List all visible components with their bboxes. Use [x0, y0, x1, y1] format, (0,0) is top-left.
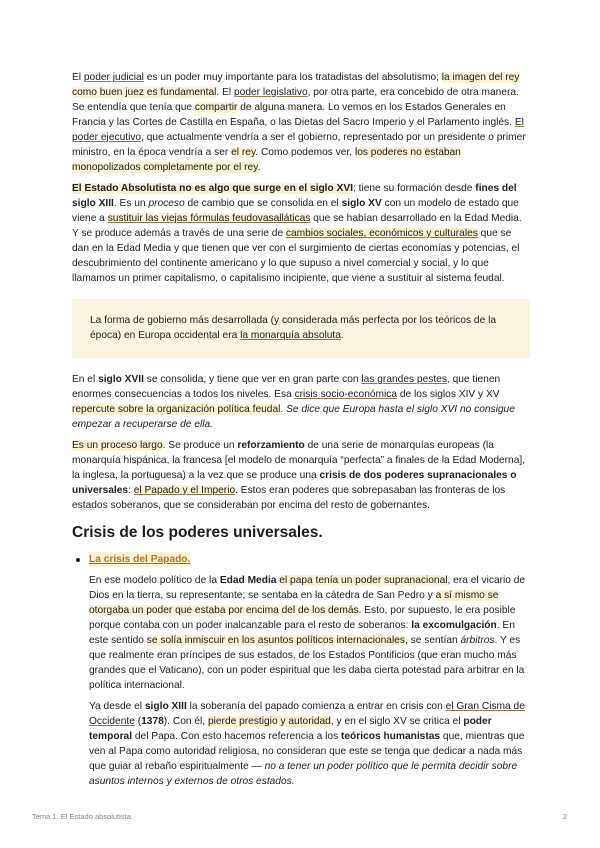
- highlight: pierde prestigio y autoridad: [207, 716, 331, 727]
- bold-text: teóricos humanistas: [341, 731, 441, 742]
- text: , y en el siglo XV se critica el: [330, 716, 464, 727]
- term-grandes-pestes: las grandes pestes: [361, 374, 447, 385]
- text: En el: [72, 374, 99, 385]
- page-number: 2: [563, 812, 568, 821]
- text: , que actualmente vendría a ser el gobierno, representado por un presidente o primer ministro, en la época vendría a ser: [72, 132, 526, 158]
- highlight: el papa tenía un poder supranacional: [279, 575, 448, 586]
- text: que, mientras que ven al Papa como autoridad religiosa, no consideran que este se tenga que dedicar a nada más que guiar al rebaño espiritualmente —: [89, 731, 525, 772]
- term-crisis-socio-economica: crisis socio-económica: [294, 389, 398, 400]
- highlight: se solía inmiscuir en los asuntos políticos internacionales: [146, 635, 405, 646]
- text: . El: [216, 87, 234, 98]
- bold-text: siglo XVII: [98, 374, 144, 385]
- text: . Y es que realmente eran príncipes de sus estados, de los Estados Pontificios (que eran mucho más grandes que el Vaticano), con un poder espiritual que les daba cierta potestad para arbitrar en la política internacional.: [89, 635, 525, 691]
- text: .: [340, 330, 344, 341]
- text: .: [280, 404, 287, 415]
- text: ; tiene su formación desde: [352, 183, 476, 194]
- text: de una serie de monarquías europeas (la monarquía hispánica, la francesa [el modelo de monarquía “perfecta” a finales de la Edad Moderna], la inglesa, la portuguesa) a la vez que se produce una: [72, 440, 526, 481]
- text: La forma de gobierno más desarrollada (y considerada más perfecta por los teóricos de la época) en Europa occidental era: [90, 315, 497, 341]
- text: Ya desde el: [89, 701, 145, 712]
- term-poder-ejecutivo: El poder ejecutivo: [72, 117, 524, 143]
- callout-box: [72, 299, 530, 358]
- highlight: los poderes no estaban monopolizados completamente por el rey: [72, 147, 461, 173]
- text: de los siglos XIV y XV: [397, 389, 500, 400]
- highlight-bold: El Estado Absolutista no es algo que surge en el siglo XVI: [72, 183, 353, 194]
- text: , por otra parte, era concebido de otra manera. Se entendía que tenía que: [72, 87, 519, 113]
- paragraph-cisma: [89, 699, 530, 789]
- document-body: [72, 70, 530, 795]
- section-heading: Crisis de los poderes universales.: [72, 524, 323, 541]
- text: con un modelo de estado que viene a: [72, 198, 519, 224]
- highlight: repercute sobre la organización política feudal: [72, 404, 281, 415]
- highlight-underline: cambios sociales, económicos y culturales: [285, 228, 478, 239]
- footer-title: Tema 1. El Estado absolutista.: [32, 812, 133, 821]
- text: :: [128, 485, 134, 496]
- text: .: [257, 162, 261, 173]
- text: que se dan en la Edad Media y que tienen que ver con el surgimiento de ciertas economías y potencias, el descubrimiento del continente americano y lo que supuso a nivel comercial y social, y lo que llamamos un primer capitalismo, o capitalismo incipiente, que viene a sustituir al sistema feudal.: [72, 228, 520, 284]
- text: . Esto, por supuesto, le era posible porque contaba con un poder inalcanzable para el resto de soberanos:: [89, 605, 516, 631]
- paragraph-proceso-largo: [72, 438, 530, 513]
- bold-text: 1378: [141, 716, 164, 727]
- text: El: [72, 72, 84, 83]
- highlight-underline: el Papado y el Imperio: [133, 485, 236, 496]
- italic-text: proceso: [148, 198, 185, 209]
- text: , se sentían: [405, 635, 461, 646]
- text: , que tienen enormes consecuencias a todos los niveles. Esa: [72, 374, 501, 400]
- bold-text: reforzamiento: [237, 440, 305, 451]
- bullet-title: La crisis del Papado.: [89, 554, 191, 565]
- bold-text: siglo XIII: [144, 701, 187, 712]
- text: de alguna manera. Lo vemos en los Estados Generales en Francia y las Cortes de Castilla en España, o las Dietas del Sacro Imperio y el Parlamento inglés.: [72, 102, 515, 128]
- bullet-dot-icon: [76, 558, 80, 562]
- bold-text: la excomulgación: [411, 620, 497, 631]
- italic-text: árbitros: [460, 635, 495, 646]
- term-poder-legislativo: poder legislativo: [233, 87, 308, 98]
- text: la soberanía del papado comienza a entrar en crisis con: [186, 701, 446, 712]
- italic-text: no a tener un poder político que le permita decidir sobre asuntos internos y externos de otros estados.: [89, 761, 518, 787]
- callout-text: [90, 313, 512, 343]
- highlight-underline: sustituir las viejas fórmulas feudovasalláticas: [107, 213, 311, 224]
- highlight: la imagen del rey como buen juez es fundamental: [72, 72, 520, 98]
- text: . Es un: [113, 198, 149, 209]
- paragraph-siglo-xvii: [72, 372, 530, 432]
- text: de cambio que se consolida en el: [184, 198, 342, 209]
- text: del Papa. Con esto hacemos referencia a los: [132, 731, 341, 742]
- highlight: a sí mismo se otorgaba un poder que estaba por encima del de los demás: [89, 590, 499, 616]
- text: ). Con él,: [163, 716, 208, 727]
- text: . Estos eran poderes que sobrepasaban las fronteras de los estados soberanos, que se consideraban por encima del resto de gobernantes.: [72, 485, 506, 511]
- paragraph-estado-absolutista: [72, 181, 530, 286]
- term-monarquia-absoluta: la monarquía absoluta: [240, 330, 341, 341]
- term-gran-cisma: el Gran Cisma de Occidente: [89, 701, 525, 727]
- text: En ese modelo político de la: [89, 575, 220, 586]
- paragraph-poderes: [72, 70, 530, 175]
- bold-text: poder temporal: [89, 716, 492, 742]
- text: es un poder muy importante para los tratadistas del absolutismo;: [143, 72, 442, 83]
- highlight: compartir: [194, 102, 238, 113]
- bullet-item: [72, 552, 530, 567]
- text: . Se produce un: [162, 440, 238, 451]
- bold-text: crisis de dos poderes supranacionales o universales: [72, 470, 517, 496]
- text: se consolida, y tiene que ver en gran parte con: [143, 374, 362, 385]
- bullet-content: [72, 573, 530, 789]
- bold-text: siglo XV: [341, 198, 382, 209]
- bold-text: Edad Media: [219, 575, 277, 586]
- text: . Como podemos ver,: [255, 147, 355, 158]
- term-poder-judicial: poder judicial: [83, 72, 144, 83]
- highlight: el rey: [231, 147, 256, 158]
- text: , era el vicario de Dios en la tierra, su representante; se sentaba en la cátedra de San Pedro y: [89, 575, 526, 601]
- bold-text: fines del siglo XIII: [72, 183, 517, 209]
- paragraph-papado: [89, 573, 530, 693]
- highlight: Es un proceso largo: [72, 440, 163, 451]
- italic-text: Se dice que Europa hasta el siglo XVI no consigue empezar a recuperarse de ella.: [72, 404, 515, 430]
- text: . En este sentido: [89, 620, 515, 646]
- text: (: [134, 716, 142, 727]
- text: que se habían desarrollado en la Edad Media. Y se produce además a través de una serie de: [72, 213, 522, 239]
